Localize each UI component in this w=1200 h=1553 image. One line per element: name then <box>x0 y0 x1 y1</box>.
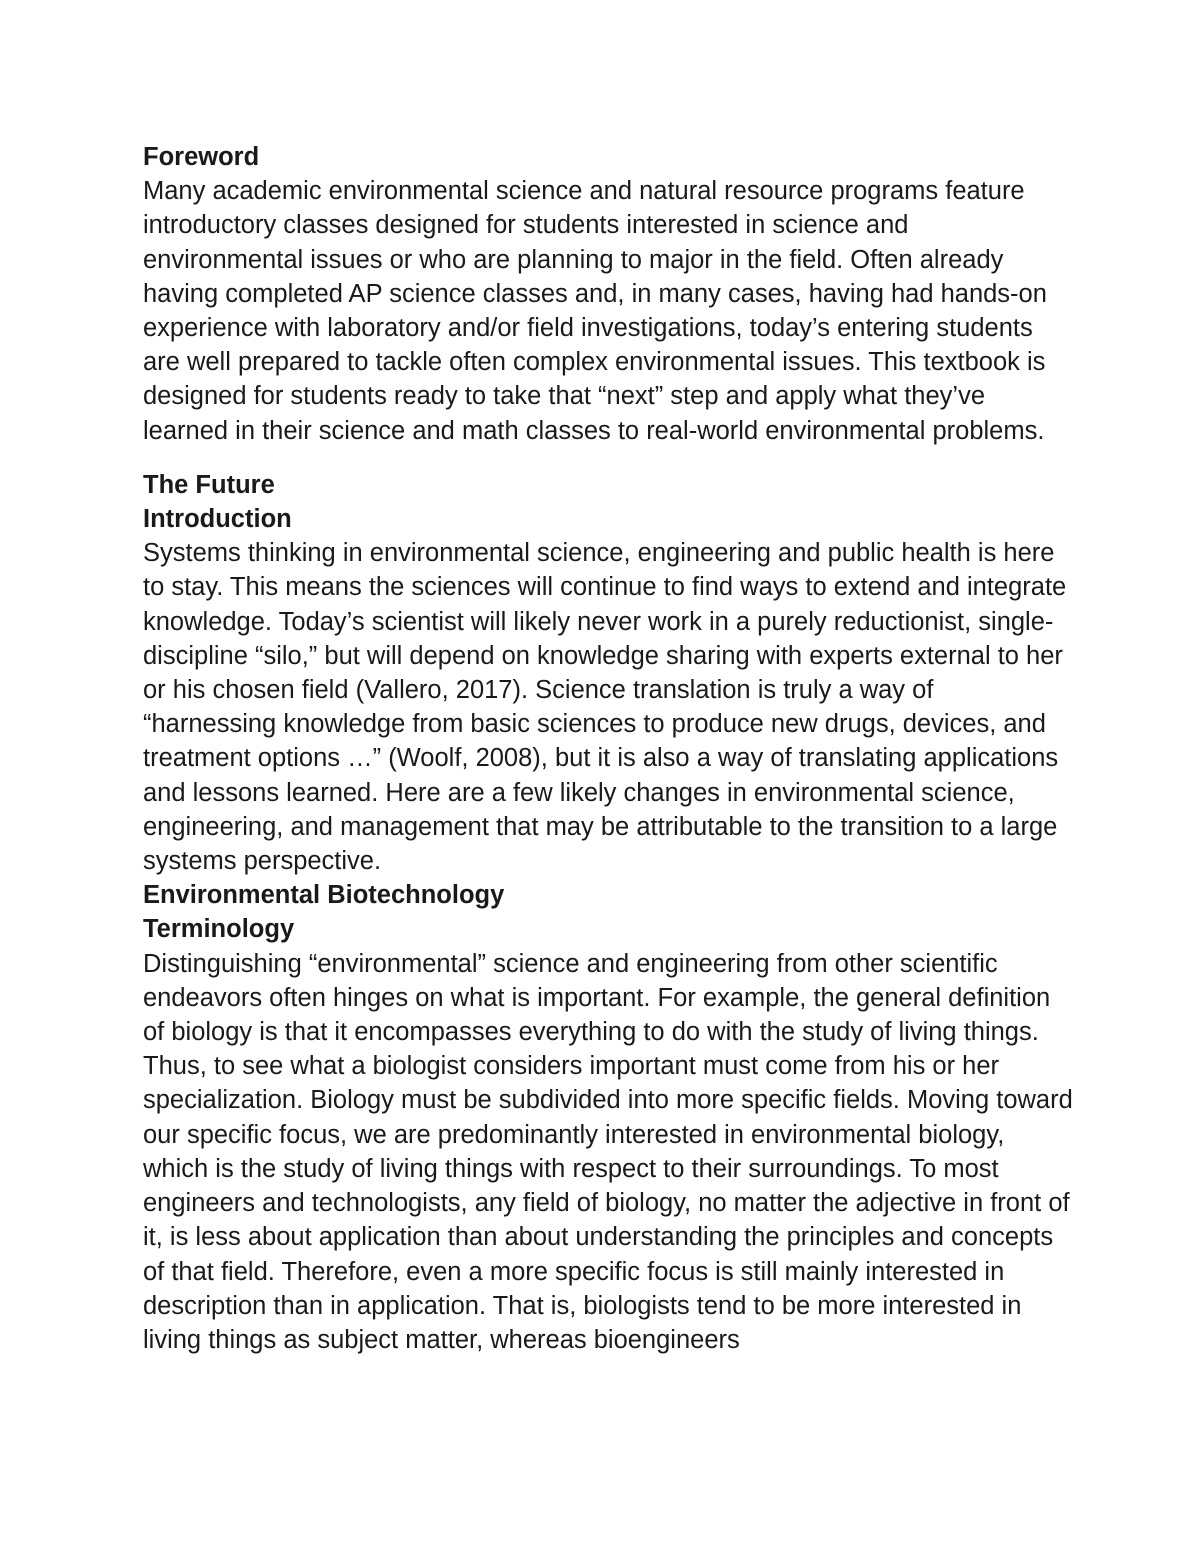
foreword-section <box>143 140 1073 448</box>
introduction-heading: Introduction <box>143 505 292 534</box>
terminology-heading: Terminology <box>143 915 295 944</box>
foreword-paragraph: Many academic environmental science and natural resource programs feature introductory classes designed for students interested in science and environmental issues or who are planning to major in the field. Often already having completed AP science classes and, in many cases, having had hands-on experience with laboratory and/or field investigations, today’s entering students are well prepared to tackle often complex environmental issues. This textbook is designed for students ready to take that “next” step and apply what they’ve learned in their science and math classes to real-world environmental problems. <box>143 177 1047 445</box>
terminology-paragraph: Distinguishing “environmental” science and engineering from other scientific endeavors often hinges on what is important. For example, the general definition of biology is that it encompasses everything to do with the study of living things. Thus, to see what a biologist considers important must come from his or her specialization. Biology must be subdivided into more specific fields. Moving toward our specific focus, we are predominantly interested in environmental biology, which is the study of living things with respect to their surroundings. To most engineers and technologists, any field of biology, no matter the adjective in front of it, is less about application than about understanding the principles and concepts of that field. Therefore, even a more specific focus is still mainly interested in description than in application. That is, biologists tend to be more interested in living things as subject matter, whereas bioengineers <box>143 949 1073 1354</box>
document-page <box>143 140 1073 1357</box>
biotech-heading: Environmental Biotechnology <box>143 881 505 910</box>
foreword-heading: Foreword <box>143 143 260 171</box>
introduction-paragraph: Systems thinking in environmental science, engineering and public health is here to stay. This means the sciences will continue to find ways to extend and integrate knowledge. Today’s scientist will likely never work in a purely reductionist, single-discipline “silo,” but will depend on knowledge sharing with experts external to her or his chosen field (Vallero, 2017). Science translation is truly a way of “harnessing knowledge from basic sciences to produce new drugs, devices, and treatment options …” (Woolf, 2008), but it is also a way of translating applications and lessons learned. Here are a few likely changes in environmental science, engineering, and management that may be attributable to the transition to a large systems perspective. <box>143 539 1067 876</box>
biotech-section <box>143 878 1073 1357</box>
future-section <box>143 468 1073 878</box>
future-heading: The Future <box>143 470 275 499</box>
